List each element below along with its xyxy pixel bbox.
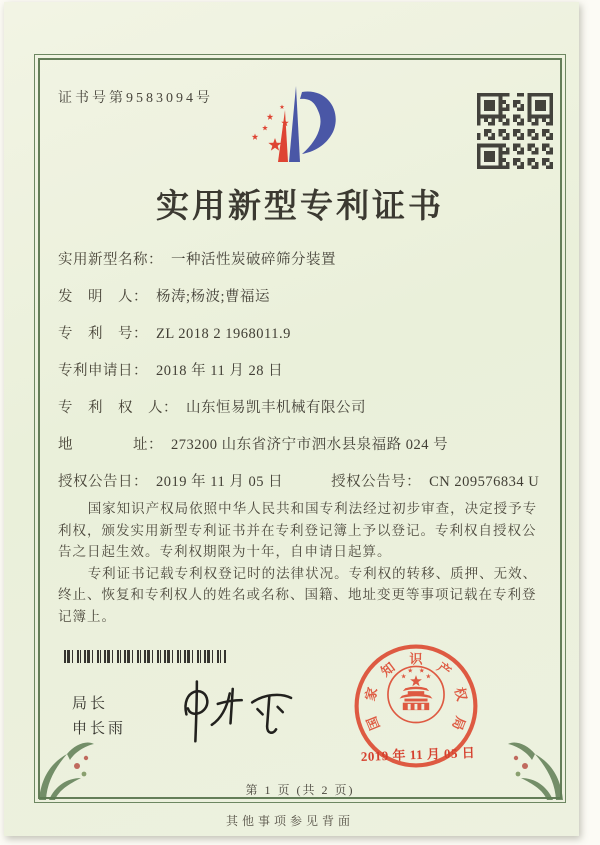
field-inventors (58, 287, 544, 307)
paragraph-grant-statement: 国家知识产权局依照中华人民共和国专利法经过初步审查，决定授予专利权，颁发实用新型专利证书并在专利登记簿上予以登记。专利权自授权公告之日起生效。专利权期限为十年，自申请日起算。 (58, 501, 538, 559)
field-value: 2019 年 11 月 05 日 (156, 474, 284, 490)
field-patent-number (58, 324, 544, 344)
legal-text (58, 498, 546, 627)
field-value: 273200 山东省济宁市泗水县泉福路 024 号 (171, 437, 449, 453)
field-label: 专 利 权 人： (58, 400, 178, 416)
cnipa-logo-icon (240, 80, 345, 175)
director-block (72, 692, 126, 742)
patent-fields (58, 250, 544, 509)
seal-char: 知 (378, 659, 398, 680)
field-patentee (58, 398, 544, 418)
director-title: 局长 (72, 696, 109, 712)
field-value: 一种活性炭破碎筛分装置 (171, 252, 336, 268)
page-number: 第 1 页 (共 2 页) (245, 783, 355, 797)
director-name: 申长雨 (72, 721, 127, 737)
field-utility-name (58, 250, 544, 270)
field-label: 专 利 号： (58, 326, 148, 342)
paragraph-register-statement: 专利证书记载专利权登记时的法律状况。专利权的转移、质押、无效、终止、恢复和专利权人的姓名或名称、国籍、地址变更等事项记载在专利登记簿上。 (58, 565, 538, 624)
field-value: CN 209576834 U (429, 474, 540, 490)
corner-ornament-left-icon (37, 736, 95, 800)
national-emblem-icon (388, 666, 444, 722)
certificate-number: 证书号第9583094号 (58, 91, 213, 106)
field-address (58, 435, 544, 455)
field-value: 山东恒易凯丰机械有限公司 (186, 400, 366, 416)
field-filing-date (58, 361, 544, 381)
field-value: 2018 年 11 月 28 日 (156, 363, 284, 379)
seal-char: 识 (409, 651, 423, 667)
barcode (64, 650, 226, 663)
back-note: 其他事项参见背面 (225, 814, 354, 828)
field-label: 地 址： (58, 437, 163, 453)
director-signature (158, 674, 300, 748)
seal-date: 2019 年 11 月 05 日 (360, 745, 476, 764)
qr-code (477, 93, 553, 169)
field-label: 专利申请日： (58, 363, 148, 379)
seal-char: 产 (434, 659, 454, 680)
seal-char: 国 (363, 714, 383, 733)
field-label: 授权公告日： (58, 474, 148, 490)
field-value: 杨涛;杨波;曹福运 (156, 289, 271, 305)
seal-char: 权 (451, 685, 470, 703)
field-label: 实用新型名称： (58, 252, 163, 268)
field-label: 授权公告号： (331, 474, 422, 490)
corner-ornament-right-icon (507, 736, 565, 800)
field-label: 发 明 人： (58, 289, 148, 305)
field-value: ZL 2018 2 1968011.9 (156, 326, 291, 342)
seal-char: 局 (449, 714, 469, 733)
field-grant (58, 472, 544, 492)
seal-char: 家 (362, 685, 381, 703)
certificate-title: 实用新型专利证书 (156, 189, 444, 225)
